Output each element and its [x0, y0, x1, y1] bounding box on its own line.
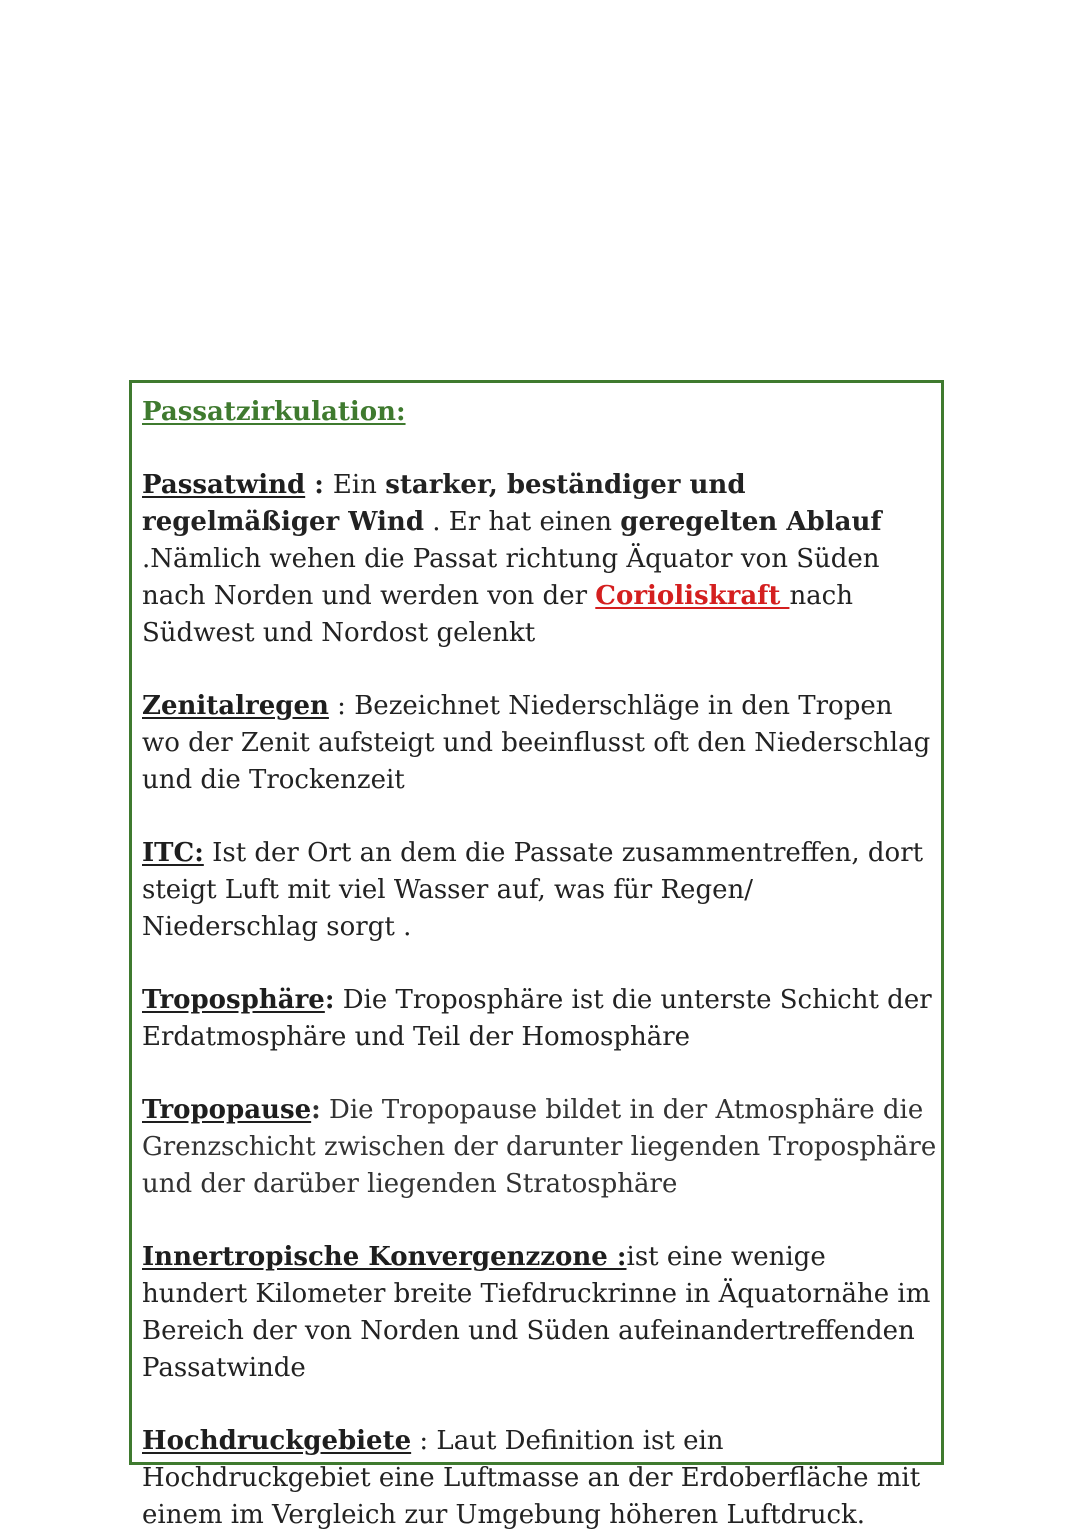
itcz-text: ist eine wenige hundert Kilometer breite Tiefdruckrinne in Äquatornähe im Bereich der von Norden und Süden aufeinandertreffenden Passatwinde: [142, 1242, 931, 1383]
entry-troposphaere: [142, 982, 937, 1056]
term-hochdruckgebiete: Hochdruckgebiete: [142, 1426, 412, 1456]
troposphaere-text: Die Troposphäre ist die unterste Schicht der Erdatmosphäre und Teil der Homosphäre: [142, 985, 932, 1052]
passatwind-text-1: Ein: [332, 470, 386, 500]
entry-itc: [142, 835, 937, 946]
tropopause-text: Die Tropopause bildet in der Atmosphäre die Grenzschicht zwischen der darunter liegenden Troposphäre und der darüber liegenden Stratosphäre: [142, 1095, 937, 1199]
entry-itcz: [142, 1239, 937, 1387]
hochdruck-text: : Laut Definition ist ein Hochdruckgebiet eine Luftmasse an der Erdoberfläche mit einem im Vergleich zur Umgebung höheren Luftdruck.: [142, 1426, 921, 1530]
troposphaere-colon: :: [324, 985, 335, 1015]
term-zenitalregen: Zenitalregen: [142, 691, 329, 721]
term-passatwind: Passatwind: [142, 470, 306, 500]
term-troposphaere: Troposphäre: [142, 985, 325, 1015]
term-tropopause: Tropopause: [142, 1095, 312, 1125]
term-itc: ITC:: [142, 838, 204, 868]
entry-hochdruckgebiete: [142, 1423, 937, 1534]
section-title: Passatzirkulation:: [142, 397, 406, 427]
term-itcz: Innertropische Konvergenzzone :: [142, 1242, 627, 1272]
itc-text: Ist der Ort an dem die Passate zusammentreffen, dort steigt Luft mit viel Wasser auf, was für Regen/ Niederschlag sorgt .: [142, 838, 924, 942]
definitions-box: [129, 380, 944, 1530]
passatwind-text-4: nach Südwest und Nordost gelenkt: [142, 581, 853, 648]
term-corioliskraft: Corioliskraft: [595, 581, 790, 611]
entry-passatwind: [142, 467, 937, 652]
passatwind-separator: :: [305, 470, 333, 500]
passatwind-text-3: .Nämlich wehen die Passat richtung Äquator von Süden nach Norden und werden von der: [142, 544, 880, 611]
tropopause-colon: :: [311, 1095, 321, 1125]
passatwind-bold-2: geregelten Ablauf: [620, 507, 882, 537]
zenitalregen-text: : Bezeichnet Niederschläge in den Tropen wo der Zenit aufsteigt und beeinflusst oft den Niederschlag und die Trockenzeit: [142, 691, 931, 795]
entry-tropopause: [142, 1092, 937, 1203]
entry-zenitalregen: [142, 688, 937, 799]
passatwind-bold-1: starker, beständiger und regelmäßiger Wind: [142, 470, 746, 537]
passatwind-text-2: . Er hat einen: [424, 507, 621, 537]
